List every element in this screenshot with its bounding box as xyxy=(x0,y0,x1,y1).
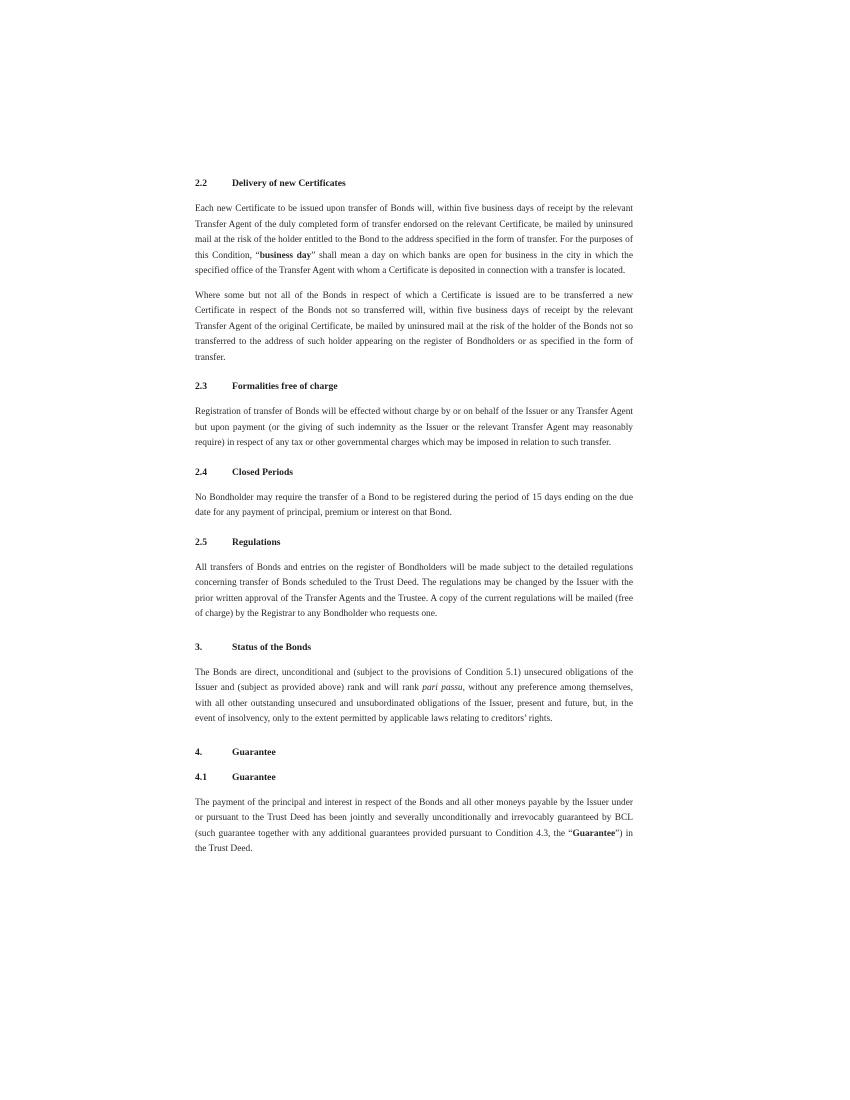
text-run: ”) in the Trust Deed. xyxy=(195,828,633,854)
section-heading-3 xyxy=(195,641,633,655)
text-run: Each new Certificate to be issued upon transfer of Bonds will, within five business days of receipt by the relevant Transfer Agent of the duly completed form of transfer endorsed on the relevant Certificate, be mailed by uninsured mail at the risk of the holder entitled to the Bond to the address specified in the form of transfer. For the purposes of this Condition, “ xyxy=(195,204,633,261)
section-title: Delivery of new Certificates xyxy=(232,178,346,189)
paragraph-2-4-1: No Bondholder may require the transfer of a Bond to be registered during the period of 15 days ending on the due date for any payment of principal, premium or interest on that Bond. xyxy=(195,492,633,518)
document-page xyxy=(195,177,633,867)
section-title: Closed Periods xyxy=(232,466,294,478)
section-heading-2-5 xyxy=(195,536,633,550)
text-run: ” shall mean a day on which banks are open for business in the city in which the specified office of the Transfer Agent with whom a Certificate is deposited in connection with a transfer is located. xyxy=(195,250,633,276)
section-heading-2-3 xyxy=(195,380,633,394)
paragraph-4-1-1 xyxy=(195,796,633,858)
paragraph-2-2-2: Where some but not all of the Bonds in respect of which a Certificate is issued are to be transferred a new Certificate in respect of the Bonds not so transferred will, within five business days of receipt by the relevant Transfer Agent of the original Certificate, be mailed by uninsured mail at the risk of the holder of the Bonds not so transferred to the address of such holder appearing on the register of Bondholders or as specified in the form of transfer. xyxy=(195,290,633,363)
section-number: 3. xyxy=(195,641,203,653)
section-number: 4.1 xyxy=(195,771,207,783)
paragraph-3-1 xyxy=(195,666,633,728)
section-number: 2.4 xyxy=(195,466,207,478)
section-number: 2.2 xyxy=(195,178,207,189)
section-heading-2-4 xyxy=(195,466,633,480)
section-heading-4 xyxy=(195,746,633,760)
defined-term: business day xyxy=(259,250,312,261)
section-heading-4-1 xyxy=(195,771,633,785)
text-run: The payment of the principal and interest in respect of the Bonds and all other moneys payable by the Issuer under or pursuant to the Trust Deed has been jointly and severally unconditionally and irrevocably guaranteed by BCL (such guarantee together with any additional guarantees provided pursuant to Condition 4.3, the “ xyxy=(195,797,633,839)
paragraph-2-2-1 xyxy=(195,202,633,280)
section-title: Formalities free of charge xyxy=(232,381,338,392)
defined-term: Guarantee xyxy=(572,828,616,839)
latin-term: pari passu xyxy=(422,683,463,693)
text-run: The Bonds are direct, unconditional and (subject to the provisions of Condition 5.1) unsecured obligations of the Issuer and (subject as provided above) rank and will rank xyxy=(195,667,633,693)
section-title: Guarantee xyxy=(232,746,276,758)
section-number: 4. xyxy=(195,746,203,758)
section-number: 2.5 xyxy=(195,536,207,548)
section-title: Status of the Bonds xyxy=(232,641,312,653)
paragraph-2-5-1: All transfers of Bonds and entries on the register of Bondholders will be made subject to the detailed regulations concerning transfer of Bonds scheduled to the Trust Deed. The regulations may be changed by the Issuer with the prior written approval of the Transfer Agents and the Trustee. A copy of the current regulations will be mailed (free of charge) by the Registrar to any Bondholder who requests one. xyxy=(195,562,633,619)
section-title: Regulations xyxy=(232,536,281,548)
paragraph-2-3-1: Registration of transfer of Bonds will be effected without charge by or on behalf of the Issuer or any Transfer Agent but upon payment (or the giving of such indemnity as the Issuer or the relevant Transfer Agent may reasonably require) in respect of any tax or other governmental charges which may be imposed in relation to such transfer. xyxy=(195,407,633,448)
section-number: 2.3 xyxy=(195,381,207,392)
section-heading-2-2 xyxy=(195,177,633,191)
section-title: Guarantee xyxy=(232,771,276,783)
text-run: , without any preference among themselves, with all other outstanding unsecured and unsubordinated obligations of the Issuer, present and future, but, in the event of insolvency, only to the extent permitted by applicable laws relating to creditors’ rights. xyxy=(195,683,634,724)
